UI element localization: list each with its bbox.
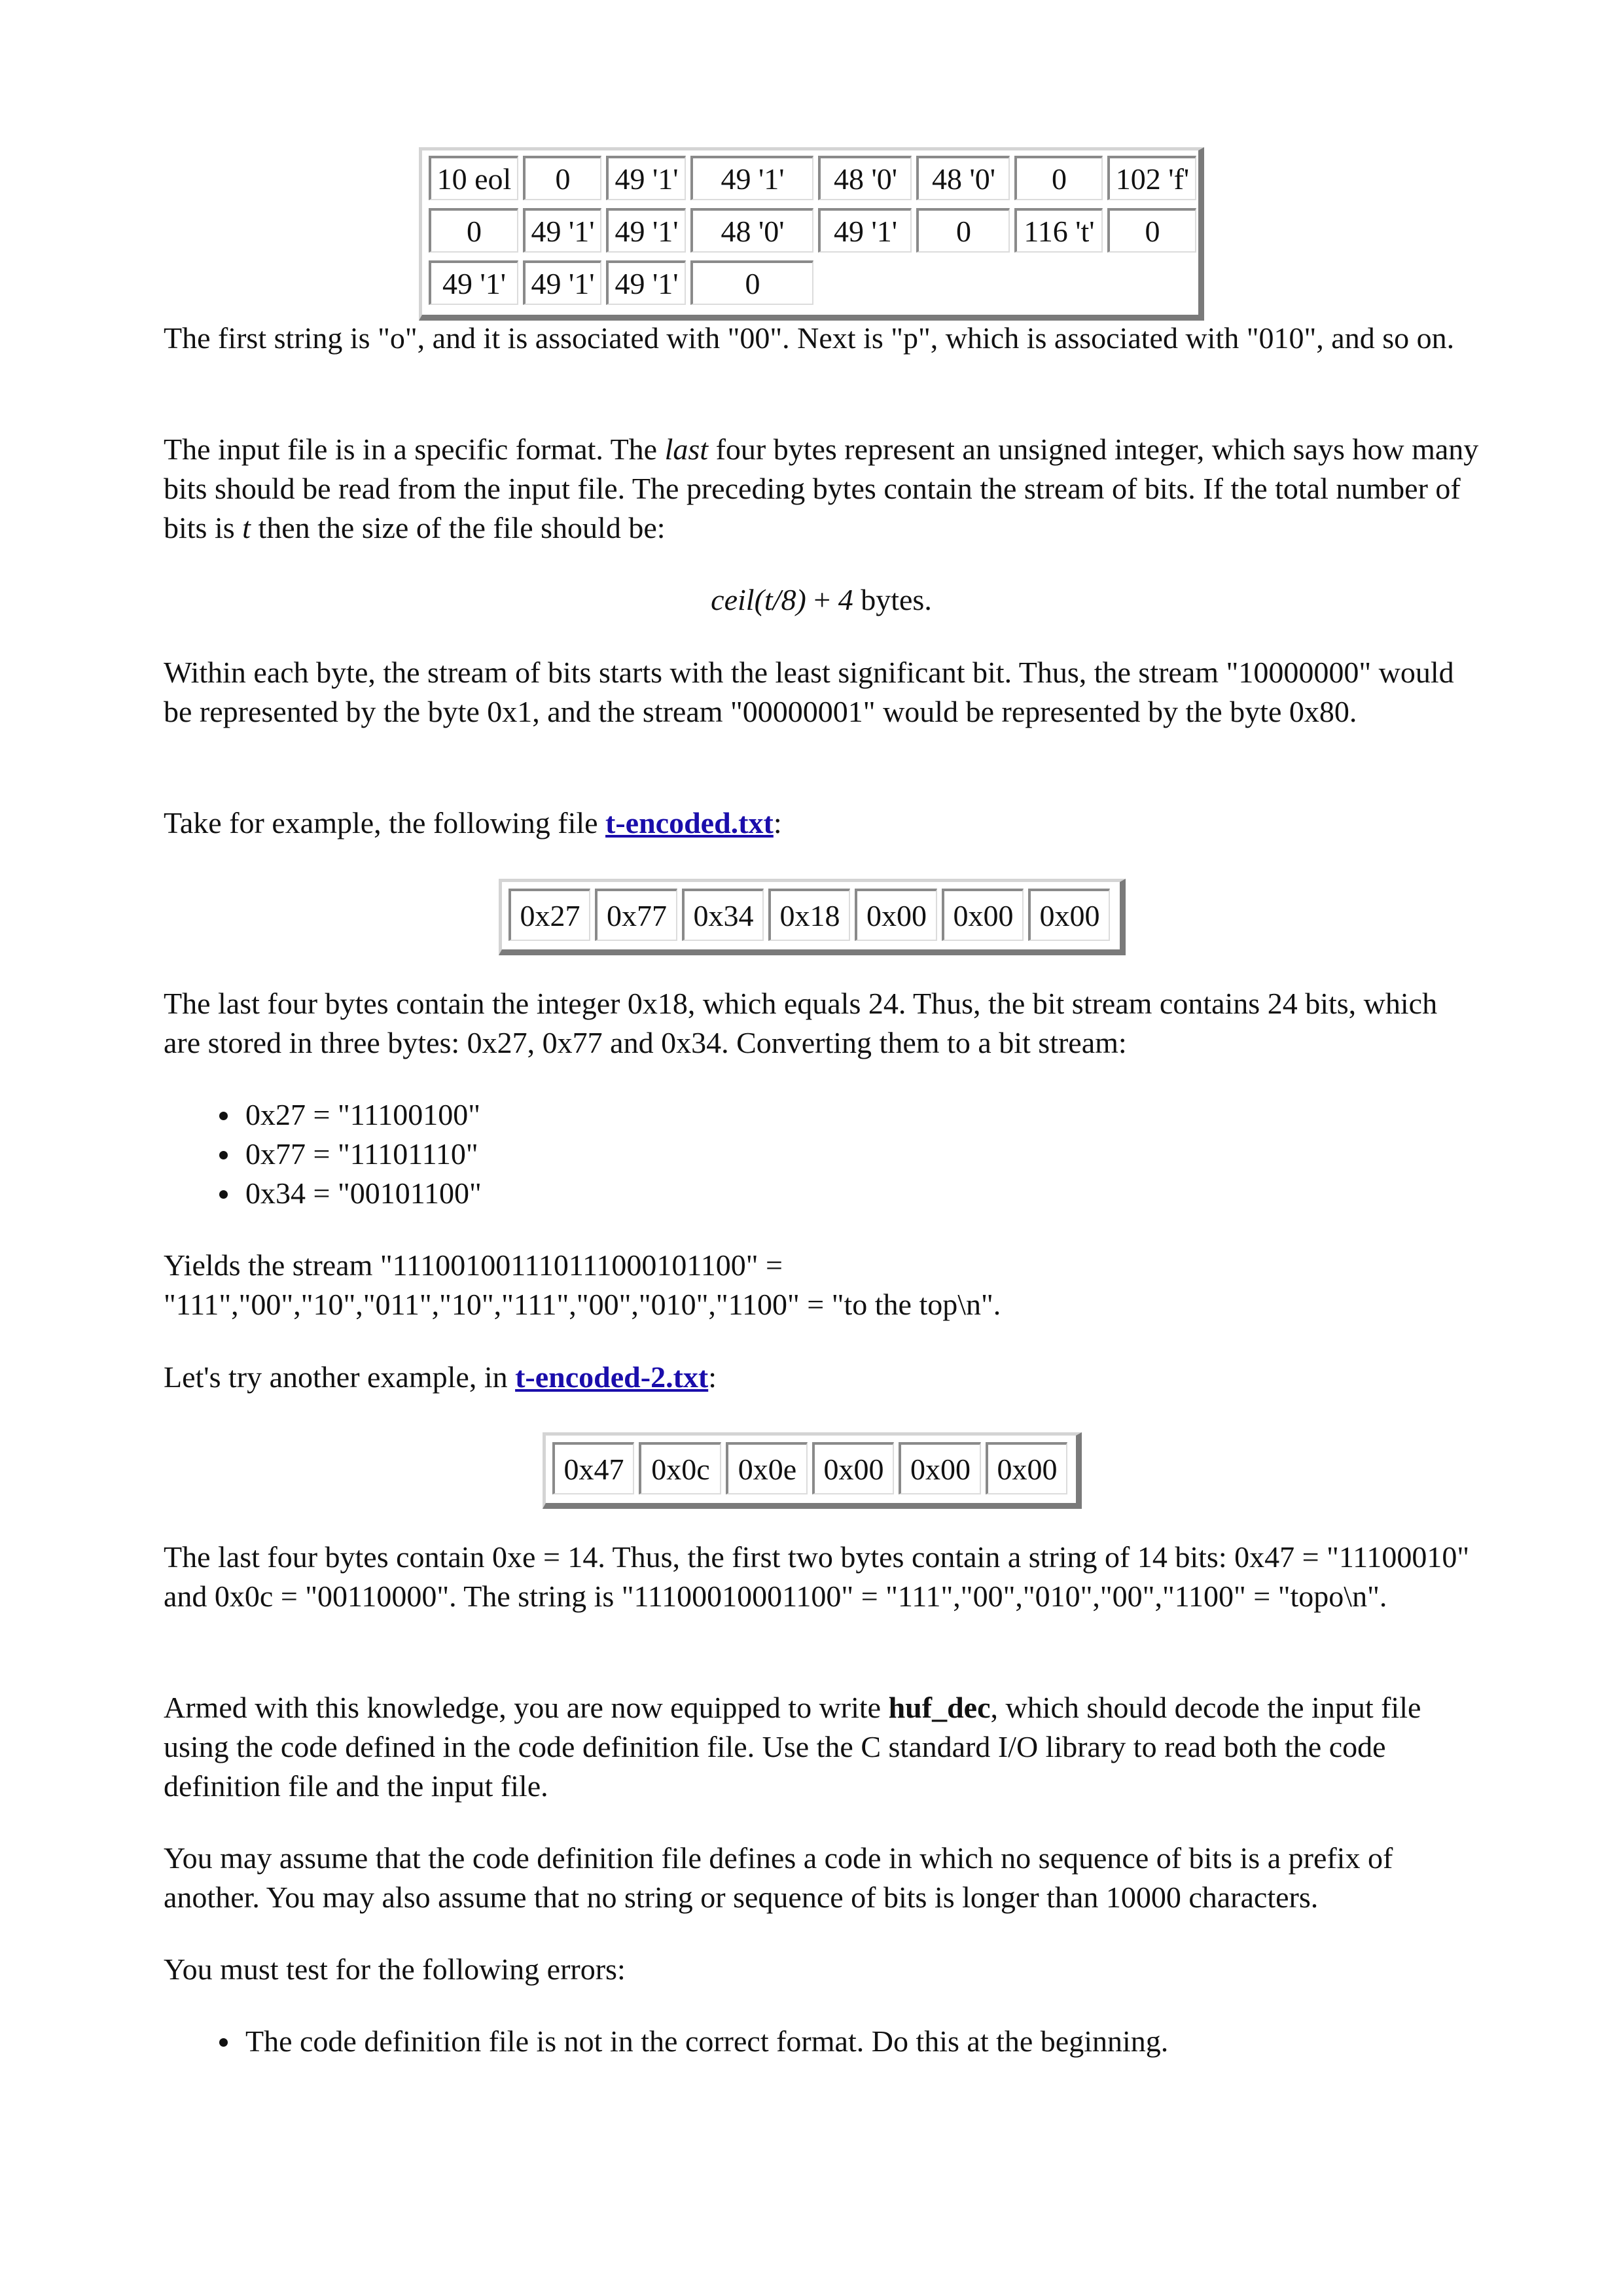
table-cell: 0 bbox=[1014, 156, 1103, 200]
list-item: 0x34 = "00101100" bbox=[164, 1174, 482, 1213]
table-cell: 49 '1' bbox=[523, 208, 601, 253]
text: then the size of the file should be: bbox=[250, 511, 666, 544]
byte-cell: 0x00 bbox=[812, 1442, 894, 1494]
byte-cell: 0x00 bbox=[1028, 889, 1110, 941]
text: The input file is in a specific format. The bbox=[164, 433, 665, 466]
byte-cell: 0x47 bbox=[552, 1442, 634, 1494]
table-cell: 10 eol bbox=[429, 156, 518, 200]
table-cell: 49 '1' bbox=[690, 156, 813, 200]
bytes-table-t-encoded bbox=[499, 879, 1126, 955]
paragraph-input-format bbox=[164, 430, 1479, 548]
text: Let's try another example, in bbox=[164, 1360, 516, 1394]
list-item: The code definition file is not in the correct format. Do this at the beginning. bbox=[164, 2022, 1168, 2061]
emphasis-t: t bbox=[242, 511, 251, 544]
formula-ceil: ceil(t/8) bbox=[711, 583, 806, 616]
table-cell: 49 '1' bbox=[429, 260, 518, 305]
table-cell: 0 bbox=[1107, 208, 1196, 253]
emphasis-last: last bbox=[664, 433, 709, 466]
table-cell: 49 '1' bbox=[606, 260, 686, 305]
text-line: Yields the stream "111001001110111000101100" = bbox=[164, 1248, 783, 1282]
formula-plus: + bbox=[806, 583, 838, 616]
paragraph-second-example-intro bbox=[164, 1358, 1479, 1397]
table-cell: 0 bbox=[429, 208, 518, 253]
t-encoded-link[interactable]: t-encoded.txt bbox=[605, 806, 774, 839]
list-item: 0x77 = "11101110" bbox=[164, 1135, 482, 1174]
table-cell: 0 bbox=[690, 260, 813, 305]
huf-dec-command: huf_dec bbox=[888, 1691, 991, 1724]
paragraph-example-explanation: The last four bytes contain the integer 0x18, which equals 24. Thus, the bit stream contains 24 bits, which are stored in three bytes: 0x27, 0x77 and 0x34. Converting them to a bit stream: bbox=[164, 987, 1438, 1059]
t-encoded-2-link[interactable]: t-encoded-2.txt bbox=[515, 1360, 709, 1394]
table-cell: 0 bbox=[523, 156, 601, 200]
byte-cell: 0x00 bbox=[942, 889, 1024, 941]
table-cell: 116 't' bbox=[1014, 208, 1103, 253]
paragraph-yields-stream bbox=[164, 1246, 1479, 1324]
byte-cell: 0x0c bbox=[639, 1442, 721, 1494]
byte-cell: 0x00 bbox=[986, 1442, 1067, 1494]
table-cell: 49 '1' bbox=[606, 208, 686, 253]
paragraph-errors-intro: You must test for the following errors: bbox=[164, 1952, 626, 1986]
list-item: 0x27 = "11100100" bbox=[164, 1095, 482, 1135]
table-cell: 48 '0' bbox=[916, 156, 1010, 200]
paragraph-assumptions: You may assume that the code definition file defines a code in which no sequence of bits is a prefix of another. You may also assume that no string or sequence of bits is longer than 10000 characters. bbox=[164, 1841, 1393, 1914]
code-definition-table bbox=[419, 147, 1204, 321]
text: Armed with this knowledge, you are now equipped to write bbox=[164, 1691, 889, 1724]
table-cell: 0 bbox=[916, 208, 1010, 253]
formula-bytes: bytes. bbox=[853, 583, 932, 616]
text: Take for example, the following file bbox=[164, 806, 606, 839]
byte-cell: 0x18 bbox=[768, 889, 850, 941]
formula-four: 4 bbox=[838, 583, 853, 616]
byte-cell: 0x0e bbox=[726, 1442, 808, 1494]
table-cell: 49 '1' bbox=[523, 260, 601, 305]
byte-cell: 0x00 bbox=[855, 889, 937, 941]
table-cell: 49 '1' bbox=[818, 208, 912, 253]
error-list bbox=[164, 2022, 1168, 2061]
file-size-formula bbox=[164, 580, 1479, 620]
paragraph-second-example-explanation: The last four bytes contain 0xe = 14. Thus, the first two bytes contain a string of 14 bits: 0x47 = "11100010" and 0x0c = "00110000". The string is "11100010001100" = "111","00","010","00","1100" = "topo\n". bbox=[164, 1540, 1470, 1613]
table-cell: 48 '0' bbox=[818, 156, 912, 200]
paragraph-first-string: The first string is "o", and it is associated with "00". Next is "p", which is associated with "010", and so on. bbox=[164, 321, 1455, 355]
byte-cell: 0x77 bbox=[595, 889, 677, 941]
byte-cell: 0x34 bbox=[682, 889, 764, 941]
bytes-table-t-encoded-2 bbox=[543, 1432, 1082, 1509]
byte-cell: 0x00 bbox=[899, 1442, 981, 1494]
text: four bytes represent an unsigned integer, which says how many bits should be read from the input file. The preceding bytes contain the stream of bits. If the total number of bits is bbox=[164, 433, 1479, 544]
paragraph-example-intro bbox=[164, 804, 1479, 843]
paragraph-bit-order: Within each byte, the stream of bits starts with the least significant bit. Thus, the stream "10000000" would be represented by the byte 0x1, and the stream "00000001" would be represented by the byte 0x80. bbox=[164, 656, 1454, 728]
text: , which should decode the input file using the code defined in the code definition file. Use the C standard I/O library to read both the code definition file and the input file. bbox=[164, 1691, 1421, 1803]
table-cell: 49 '1' bbox=[606, 156, 686, 200]
text: : bbox=[773, 806, 782, 839]
text-line: "111","00","10","011","10","111","00","010","1100" = "to the top\n". bbox=[164, 1288, 1001, 1321]
text: : bbox=[708, 1360, 717, 1394]
table-cell: 102 'f' bbox=[1107, 156, 1196, 200]
table-cell: 48 '0' bbox=[690, 208, 813, 253]
byte-cell: 0x27 bbox=[508, 889, 590, 941]
paragraph-huf-dec bbox=[164, 1688, 1479, 1806]
bit-conversion-list bbox=[164, 1095, 482, 1213]
